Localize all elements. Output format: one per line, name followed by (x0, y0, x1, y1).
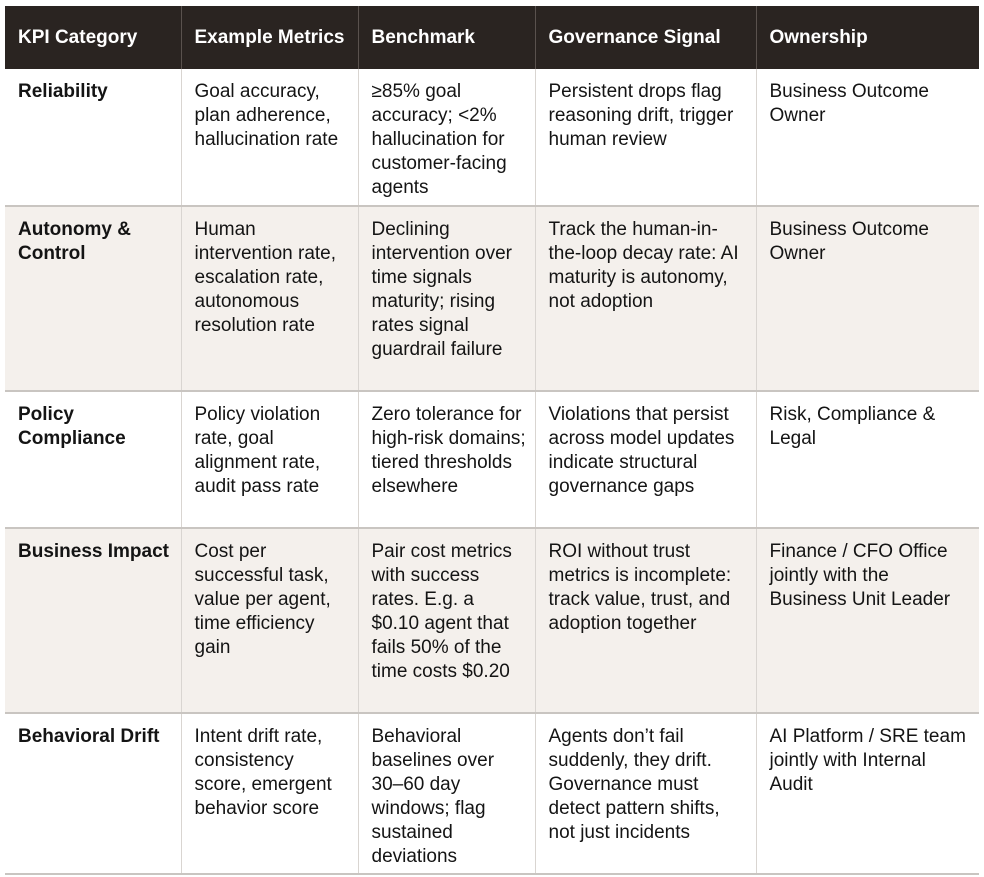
cell-benchmark: Behavioral baselines over 30–60 day windows; flag sustained deviations (358, 713, 535, 874)
table-body (5, 69, 979, 874)
header-benchmark: Benchmark (358, 6, 535, 69)
cell-kpi-category: Autonomy & Control (18, 219, 131, 264)
cell-ownership: Business Outcome Owner (756, 206, 979, 391)
cell-kpi-category: Reliability (18, 81, 108, 102)
header-row (5, 6, 979, 69)
cell-governance-signal: Track the human-in-the-loop decay rate: AI maturity is autonomy, not adoption (535, 206, 756, 391)
cell-example-metrics: Human intervention rate, escalation rate, autonomous resolution rate (181, 206, 358, 391)
cell-kpi-category: Policy Compliance (18, 404, 126, 449)
cell-governance-signal: Violations that persist across model updates indicate structural governance gaps (535, 391, 756, 528)
header-governance-signal: Governance Signal (535, 6, 756, 69)
header-ownership: Ownership (756, 6, 979, 69)
cell-ownership: Finance / CFO Office jointly with the Business Unit Leader (756, 528, 979, 713)
header-kpi-category: KPI Category (18, 27, 138, 48)
cell-example-metrics: Cost per successful task, value per agent, time efficiency gain (181, 528, 358, 713)
cell-ownership: Risk, Compliance & Legal (756, 391, 979, 528)
cell-kpi-category: Behavioral Drift (18, 726, 160, 747)
cell-benchmark: ≥85% goal accuracy; <2% hallucination for customer-facing agents (358, 69, 535, 206)
cell-governance-signal: Persistent drops flag reasoning drift, trigger human review (535, 69, 756, 206)
cell-ownership: AI Platform / SRE team jointly with Internal Audit (756, 713, 979, 874)
cell-example-metrics: Intent drift rate, consistency score, emergent behavior score (181, 713, 358, 874)
cell-governance-signal: Agents don’t fail suddenly, they drift. Governance must detect pattern shifts, not just incidents (535, 713, 756, 874)
cell-kpi-category: Business Impact (18, 541, 169, 562)
cell-example-metrics: Policy violation rate, goal alignment rate, audit pass rate (181, 391, 358, 528)
table-row (5, 206, 979, 391)
table-row (5, 713, 979, 874)
table-header (5, 6, 979, 69)
header-example-metrics: Example Metrics (181, 6, 358, 69)
table-row (5, 69, 979, 206)
kpi-table (5, 6, 979, 875)
cell-benchmark: Zero tolerance for high-risk domains; tiered thresholds elsewhere (358, 391, 535, 528)
table-row (5, 391, 979, 528)
cell-ownership: Business Outcome Owner (756, 69, 979, 206)
table-row (5, 528, 979, 713)
cell-benchmark: Pair cost metrics with success rates. E.g. a $0.10 agent that fails 50% of the time costs $0.20 (358, 528, 535, 713)
cell-benchmark: Declining intervention over time signals maturity; rising rates signal guardrail failure (358, 206, 535, 391)
cell-governance-signal: ROI without trust metrics is incomplete: track value, trust, and adoption together (535, 528, 756, 713)
cell-example-metrics: Goal accuracy, plan adherence, hallucination rate (181, 69, 358, 206)
